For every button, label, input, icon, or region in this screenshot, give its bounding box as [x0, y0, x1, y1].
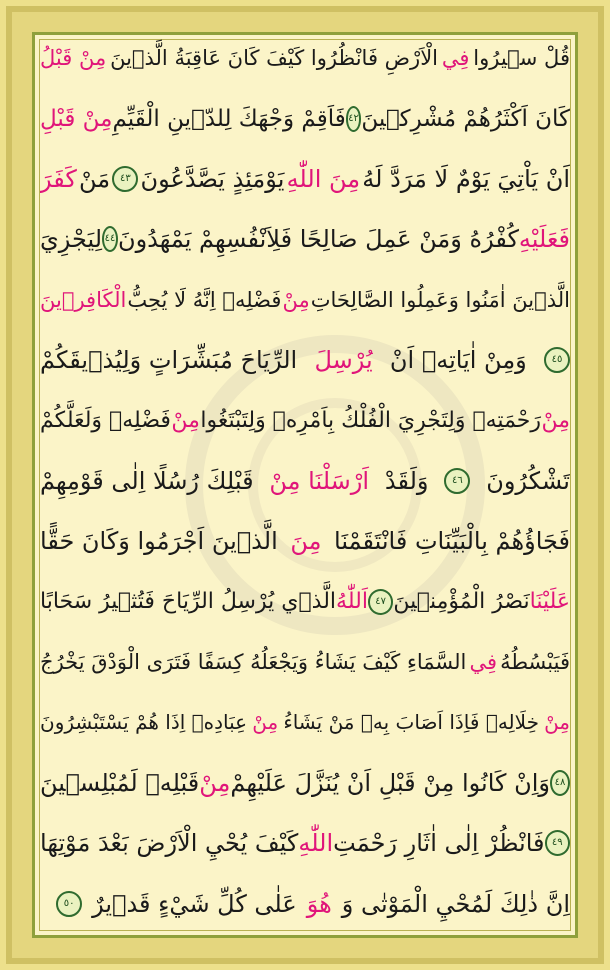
highlighted-word: مِنْ قَبْلِ	[40, 105, 113, 132]
ayah-number-marker: ٤٤	[102, 226, 118, 252]
verse-text: الرِّيَاحَ مُبَشِّرَاتٍ وَلِيُذٖيقَكُمْ	[40, 346, 298, 375]
verse-text: الَّذٖي يُرْسِلُ الرِّيَاحَ فَتُثٖيرُ سَحَابًا	[40, 589, 337, 615]
verse-text: تَشْكُرُونَ	[486, 466, 570, 495]
verse-text: لِيَجْزِيَ	[40, 225, 103, 254]
highlighted-word: فِي	[469, 650, 497, 675]
highlighted-word: فَعَلَيْهِ	[518, 225, 570, 254]
text-line	[40, 330, 570, 390]
text-line	[40, 753, 570, 813]
verse-text: مَنْ	[79, 164, 111, 193]
highlighted-word: فِي	[441, 46, 470, 71]
verse-text: اَنْ يَاْتِيَ يَوْمٌ لَا مَرَدَّ لَهُ	[362, 164, 570, 193]
verse-text: فَضْلِهٖ اِنَّهُ لَا يُحِبُّ	[127, 287, 282, 312]
ayah-number-marker: ٤٧	[368, 589, 393, 615]
verse-text: فَاَقِمْ وَجْهَكَ لِلدّٖينِ الْقَيِّمِ	[112, 105, 346, 132]
highlighted-word: الْكَافِرٖينَ	[40, 287, 127, 312]
verse-text: فَضْلِهٖ وَلَعَلَّكُمْ	[40, 408, 171, 434]
highlighted-word: مِنْ	[282, 287, 310, 312]
text-line	[40, 451, 570, 511]
verse-text: خِلَالِهٖ فَاِذَا اَصَابَ بِهٖ مَنْ يَشَاءُ	[283, 710, 539, 735]
verse-text: فَانْظُرْ اِلٰى اٰثَارِ رَحْمَتِ	[333, 829, 545, 858]
highlighted-word: مِنْ	[252, 710, 279, 735]
verse-text: فَيَبْسُطُهُ	[500, 650, 570, 675]
highlighted-word: يُرْسِلَ	[314, 346, 373, 375]
verse-text: الَّذٖينَ اٰمَنُوا وَعَمِلُوا الصَّالِحَاتِ	[310, 287, 570, 312]
highlighted-word: اَرْسَلْنَا مِنْ	[269, 466, 370, 495]
text-line	[40, 88, 570, 148]
verse-text: فَجَاؤُهُمْ بِالْبَيِّنَاتِ فَانْتَقَمْنَا	[334, 527, 570, 556]
verse-text: قَبْلِكَ رُسُلًا اِلٰى قَوْمِهِمْ	[40, 466, 254, 495]
verse-text: السَّمَاءِ كَيْفَ يَشَاءُ وَيَجْعَلُهُ كِسَفًا فَتَرَى الْوَدْقَ يَخْرُجُ	[40, 650, 467, 675]
verse-text: قُلْ سٖيرُوا	[473, 46, 570, 71]
verse-text: اِنَّ ذٰلِكَ لَمُحْيِ الْمَوْتٰى وَ	[341, 889, 570, 918]
verse-text: عَلٰى كُلِّ شَيْءٍ قَدٖيرٌ	[92, 889, 297, 918]
highlighted-word: مِنْ	[171, 408, 200, 434]
ayah-number-marker: ٤٣	[112, 166, 138, 192]
verse-text: كُفْرُهُ وَمَنْ عَمِلَ صَالِحًا فَلِاَنْفُسِهِمْ يَمْهَدُونَ	[117, 225, 519, 254]
text-line	[40, 632, 570, 692]
verse-text: نَصْرُ الْمُؤْمِنٖينَ	[393, 589, 530, 615]
highlighted-word: مِنْ	[199, 768, 231, 797]
verse-text: وَلَقَدْ	[384, 466, 429, 495]
highlighted-word: عَلَيْنَا	[529, 589, 570, 615]
ayah-number-marker: ٤٢	[346, 106, 362, 132]
verse-text: الَّذٖينَ اَجْرَمُوا وَكَانَ حَقًّا	[40, 527, 278, 556]
text-line	[40, 511, 570, 571]
highlighted-word: مِنَ اللّٰهِ	[286, 164, 361, 193]
text-line	[40, 28, 570, 88]
quran-text	[40, 28, 570, 934]
verse-text: الْاَرْضِ فَانْظُرُوا كَيْفَ كَانَ عَاقِبَةُ الَّذٖينَ	[110, 46, 439, 71]
verse-text: يَوْمَئِذٍ يَصَّدَّعُونَ	[140, 164, 285, 193]
verse-text: عِبَادِهٖ اِذَا هُمْ يَسْتَبْشِرُونَ	[40, 710, 248, 735]
highlighted-word: كَفَرَ	[40, 164, 77, 193]
highlighted-word: مِنْ	[544, 710, 570, 735]
highlighted-word: مِنْ قَبْلُ	[40, 46, 107, 71]
ayah-number-marker: ٤٦	[444, 468, 470, 494]
ayah-number-marker: ٥٠	[56, 891, 82, 917]
text-line	[40, 572, 570, 632]
text-line	[40, 813, 570, 873]
text-line	[40, 390, 570, 450]
verse-text: وَاِنْ كَانُوا مِنْ قَبْلِ اَنْ يُنَزَّلَ عَلَيْهِمْ	[230, 768, 550, 797]
text-line	[40, 692, 570, 752]
highlighted-word: مِنْ	[541, 408, 570, 434]
text-line	[40, 149, 570, 209]
ayah-number-marker: ٤٨	[550, 770, 570, 796]
highlighted-word: مِنَ	[290, 527, 322, 556]
verse-text: وَمِنْ اٰيَاتِهٖ اَنْ	[389, 346, 527, 375]
highlighted-word: اَللّٰهُ	[336, 589, 368, 615]
verse-text: كَيْفَ يُحْيِ الْاَرْضَ بَعْدَ مَوْتِهَا	[40, 829, 299, 858]
verse-text: قَبْلِهٖ لَمُبْلِسٖينَ	[40, 768, 200, 797]
verse-text: كَانَ اَكْثَرُهُمْ مُشْرِكٖينَ	[361, 105, 570, 132]
text-line	[40, 873, 570, 933]
text-line	[40, 209, 570, 269]
ayah-number-marker: ٤٩	[545, 830, 570, 856]
highlighted-word: هُوَ	[306, 889, 332, 918]
text-line	[40, 270, 570, 330]
highlighted-word: اللّٰهِ	[298, 829, 334, 858]
verse-text: رَحْمَتِهٖ وَلِتَجْرِيَ الْفُلْكُ بِاَمْرِهٖ وَلِتَبْتَغُوا	[200, 408, 542, 434]
ayah-number-marker: ٤٥	[544, 347, 570, 373]
